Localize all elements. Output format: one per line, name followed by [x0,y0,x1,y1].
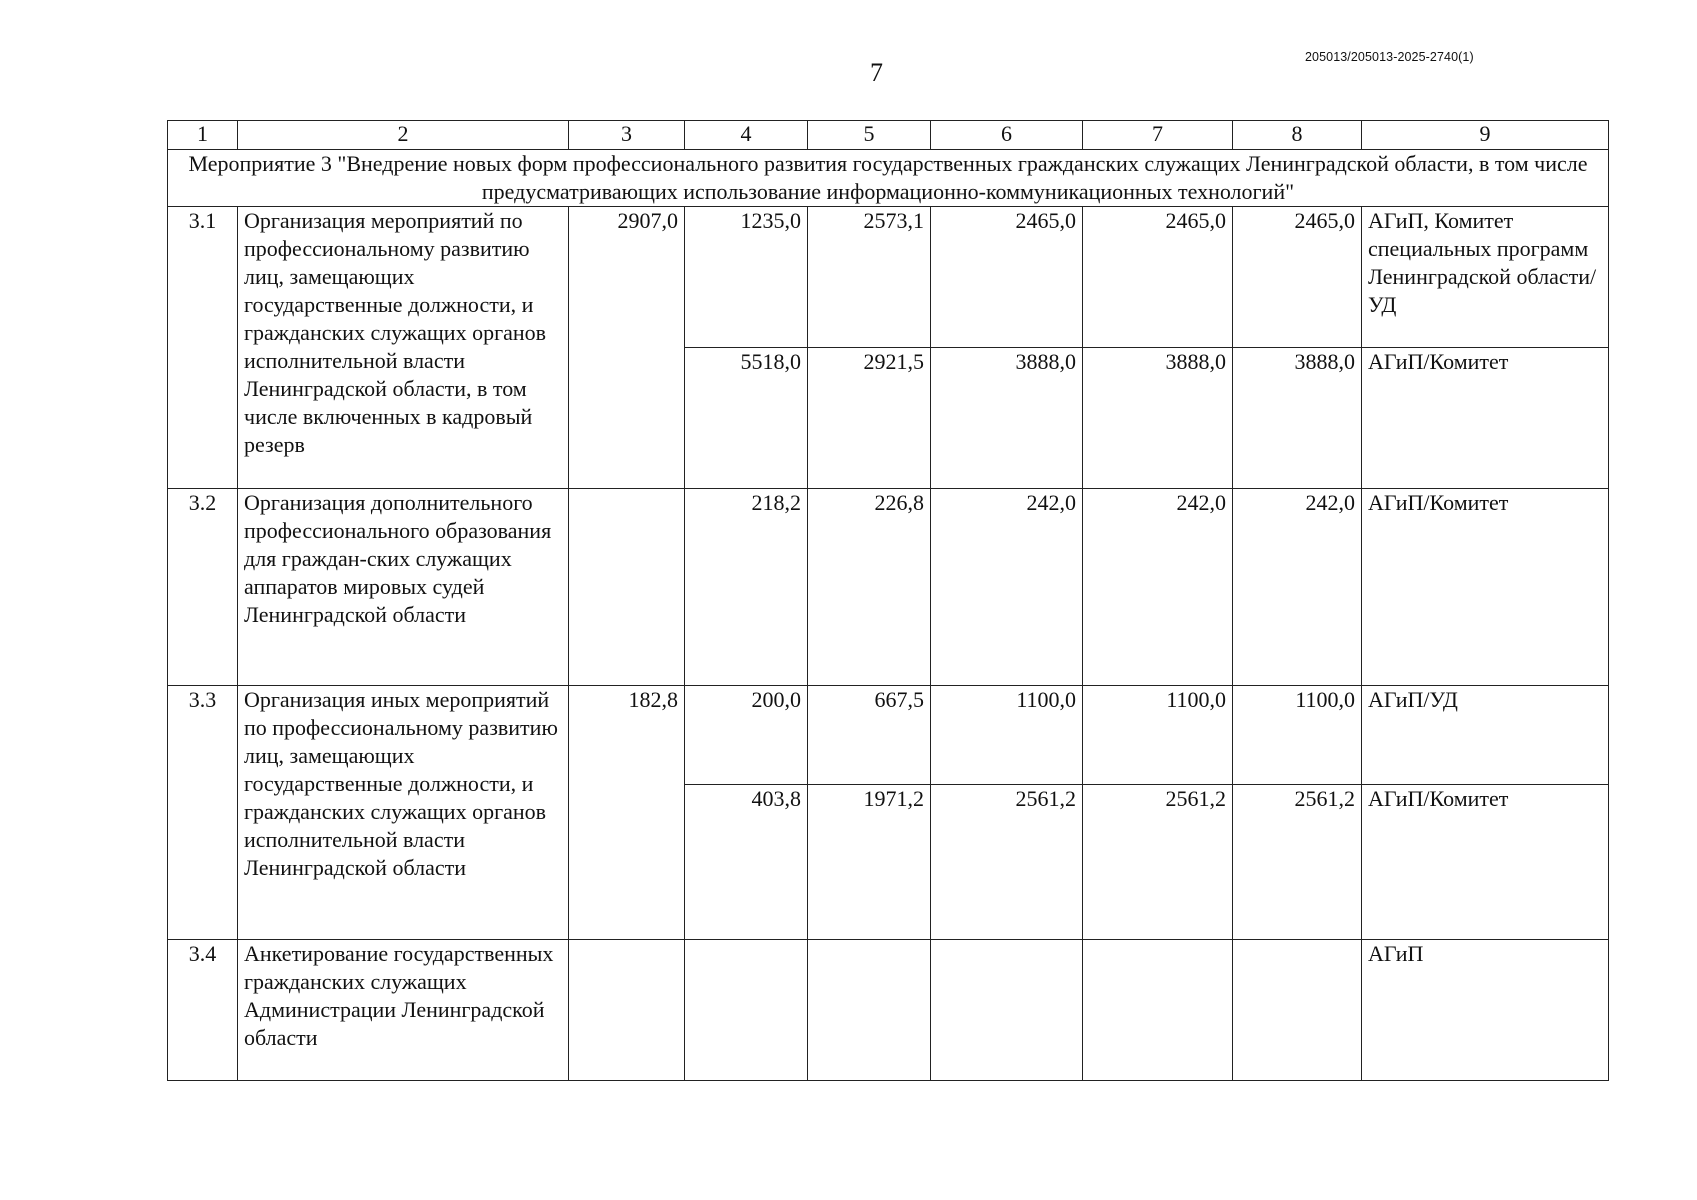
value-cell [685,940,808,1081]
value-cell: 2907,0 [569,207,685,489]
value-cell: 2921,5 [808,348,931,489]
row-id: 3.3 [168,686,238,940]
value-cell: 403,8 [685,785,808,940]
table-row [168,686,1609,785]
column-number: 5 [808,121,931,150]
row-name: Организация мероприятий по профессиональному развитию лиц, замещающих государственные должности, и гражданских служащих органов исполнительной власти Ленинградской области, в том числе включенных в кадровый резерв [238,207,569,489]
executor-cell: АГиП/Комитет [1362,785,1609,940]
value-cell: 2561,2 [1083,785,1233,940]
value-cell: 3888,0 [1083,348,1233,489]
value-cell [569,940,685,1081]
value-cell: 182,8 [569,686,685,940]
column-number: 2 [238,121,569,150]
table-row [168,940,1609,1081]
value-cell: 200,0 [685,686,808,785]
program-activities-table [167,120,1609,1081]
table-row [168,489,1609,686]
column-number: 3 [569,121,685,150]
value-cell: 3888,0 [1233,348,1362,489]
executor-cell: АГиП, Комитет специальных программ Ленинградской области/УД [1362,207,1609,348]
column-number: 4 [685,121,808,150]
value-cell [1233,940,1362,1081]
value-cell [569,489,685,686]
column-number: 6 [931,121,1083,150]
column-number: 9 [1362,121,1609,150]
value-cell: 242,0 [1083,489,1233,686]
value-cell: 5518,0 [685,348,808,489]
value-cell [931,940,1083,1081]
value-cell: 1235,0 [685,207,808,348]
value-cell: 1100,0 [1233,686,1362,785]
row-name: Организация дополнительного профессионального образования для граждан-ских служащих аппаратов мировых судей Ленинградской области [238,489,569,686]
column-number: 7 [1083,121,1233,150]
row-name: Анкетирование государственных гражданских служащих Администрации Ленинградской области [238,940,569,1081]
value-cell [1083,940,1233,1081]
value-cell: 2561,2 [1233,785,1362,940]
row-id: 3.4 [168,940,238,1081]
value-cell: 1971,2 [808,785,931,940]
value-cell: 226,8 [808,489,931,686]
page-number: 7 [870,58,883,87]
value-cell [808,940,931,1081]
value-cell: 242,0 [931,489,1083,686]
value-cell: 2465,0 [931,207,1083,348]
value-cell: 1100,0 [1083,686,1233,785]
row-id: 3.2 [168,489,238,686]
table-row [168,207,1609,348]
value-cell: 1100,0 [931,686,1083,785]
executor-cell: АГиП/УД [1362,686,1609,785]
document-id: 205013/205013-2025-2740(1) [1305,50,1474,64]
value-cell: 218,2 [685,489,808,686]
section-title: Мероприятие 3 "Внедрение новых форм профессионального развития государственных гражданских служащих Ленинградской области, в том числе предусматривающих использование информационно-коммуникационных технологий" [168,150,1609,207]
column-number: 1 [168,121,238,150]
executor-cell: АГиП/Комитет [1362,348,1609,489]
value-cell: 2573,1 [808,207,931,348]
value-cell: 667,5 [808,686,931,785]
section-title-row [168,150,1609,207]
value-cell: 3888,0 [931,348,1083,489]
value-cell: 2561,2 [931,785,1083,940]
row-name: Организация иных мероприятий по профессиональному развитию лиц, замещающих государственные должности, и гражданских служащих органов исполнительной власти Ленинградской области [238,686,569,940]
value-cell: 2465,0 [1083,207,1233,348]
executor-cell: АГиП/Комитет [1362,489,1609,686]
column-number-row [168,121,1609,150]
value-cell: 2465,0 [1233,207,1362,348]
column-number: 8 [1233,121,1362,150]
value-cell: 242,0 [1233,489,1362,686]
row-id: 3.1 [168,207,238,489]
executor-cell: АГиП [1362,940,1609,1081]
